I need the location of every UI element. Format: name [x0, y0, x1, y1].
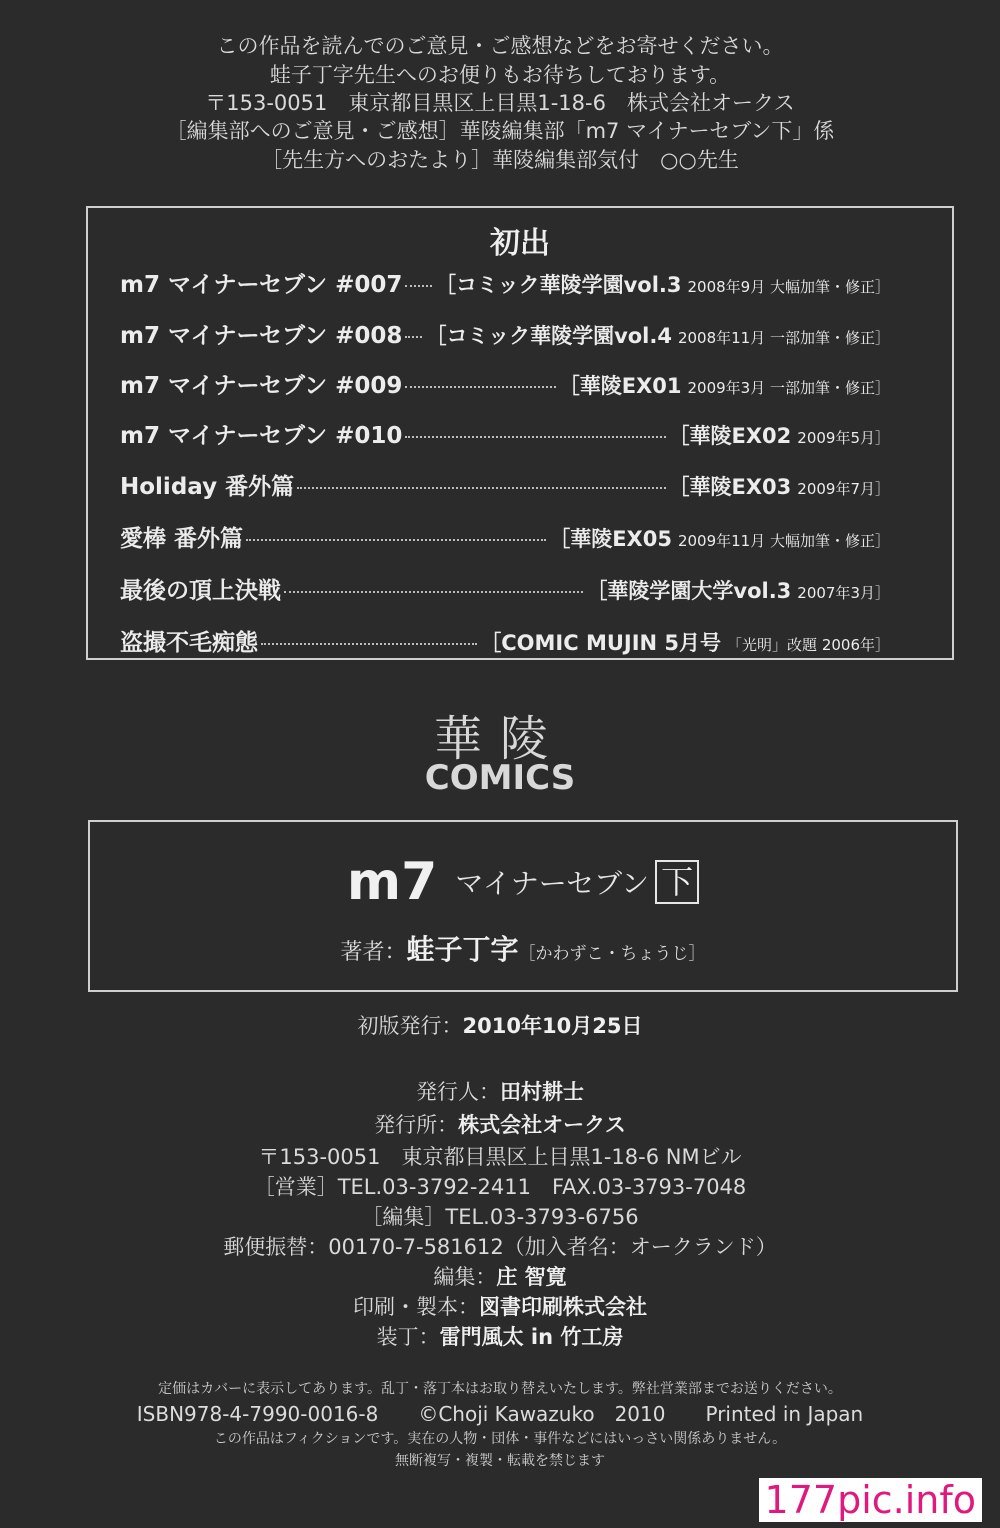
row-leader	[405, 386, 555, 388]
header-line-2: 蛙子丁字先生へのお便りもお待ちしております。	[269, 63, 731, 87]
editor-label: 編集：	[433, 1265, 497, 1289]
row-leader	[261, 643, 477, 645]
book-title	[90, 852, 956, 912]
price-notice: 定価はカバーに表示してあります。乱丁・落丁本はお取り替えいたします。弊社営業部までお送りください。	[158, 1381, 842, 1397]
row-date: 2008年9月 大幅加筆・修正］	[687, 278, 890, 296]
first-edition-label: 初版発行：	[357, 1014, 463, 1038]
printing-label: 印刷・製本：	[353, 1295, 479, 1319]
row-title: 盗撮不毛痴態	[120, 630, 258, 656]
row-source: ［コミック華陵学園vol.4	[425, 324, 672, 348]
publisher-logo-comics: COMICS	[424, 758, 576, 798]
row-title: m7 マイナーセブン #009	[120, 373, 403, 399]
row-source: ［華陵EX01	[558, 374, 682, 398]
volume-badge: 下	[655, 860, 699, 904]
author-line	[90, 928, 956, 968]
row-title: m7 マイナーセブン #007	[120, 272, 403, 298]
first-edition-date: 2010年10月25日	[462, 1014, 643, 1038]
header-line-4: ［編集部へのご意見・ご感想］華陵編集部「m7 マイナーセブン下」係	[165, 119, 835, 143]
row-leader	[297, 487, 665, 489]
editor-line	[0, 1261, 1000, 1291]
row-date: 「光明」改題 2006年］	[727, 636, 890, 654]
sales-line: ［営業］TEL.03-3792-2411 FAX.03-3793-7048	[253, 1175, 747, 1199]
printing-line	[0, 1291, 1000, 1321]
first-edition-line	[0, 1010, 1000, 1040]
copy-notice: 無断複写・複製・転載を禁じます	[395, 1453, 605, 1469]
header-line-3: 〒153-0051 東京都目黒区上目黒1-18-6 株式会社オークス	[205, 91, 795, 115]
first-appearance-row	[120, 468, 890, 501]
row-date: 2009年3月 一部加筆・修正］	[687, 379, 890, 397]
row-source: ［華陵EX05	[549, 527, 672, 551]
row-title: m7 マイナーセブン #008	[120, 323, 403, 349]
row-leader	[405, 285, 432, 287]
design-line	[0, 1321, 1000, 1351]
first-appearance-row	[120, 417, 890, 450]
row-date: 2008年11月 一部加筆・修正］	[677, 329, 890, 347]
first-appearance-box	[86, 206, 954, 660]
fiction-notice: この作品はフィクションです。実在の人物・団体・事件などにはいっさい関係ありません。	[213, 1431, 787, 1447]
design-label: 装丁：	[376, 1325, 440, 1349]
row-leader	[246, 539, 546, 541]
first-appearance-title: 初出	[490, 226, 550, 261]
row-title: 愛棒 番外篇	[120, 526, 244, 552]
first-appearance-row	[120, 367, 890, 400]
row-leader	[405, 436, 665, 438]
author-label: 著者：	[340, 940, 407, 965]
isbn-line: ISBN978-4-7990-0016-8 ©Choji Kawazuko 2010 Printed in Japan	[136, 1402, 864, 1426]
row-source: ［華陵EX03	[668, 475, 792, 499]
row-source: ［COMIC MUJIN 5月号	[480, 631, 722, 655]
row-date: 2009年7月］	[797, 480, 890, 498]
author-name: 蛙子丁字	[406, 933, 519, 966]
first-appearance-row	[120, 624, 890, 657]
row-title: 最後の頂上決戦	[120, 578, 281, 604]
editorial-line: ［編集］TEL.03-3793-6756	[361, 1205, 639, 1229]
watermark: 177pic.info	[759, 1478, 982, 1522]
header-line-1: この作品を読んでのご意見・ご感想などをお寄せください。	[216, 34, 784, 58]
row-date: 2009年11月 大幅加筆・修正］	[677, 532, 890, 550]
row-date: 2007年3月］	[797, 584, 890, 602]
printing-name: 図書印刷株式会社	[479, 1295, 647, 1319]
office-label: 発行所：	[374, 1113, 459, 1137]
row-source: ［コミック華陵学園vol.3	[435, 273, 682, 297]
postal-line: 郵便振替：00170-7-581612（加入者名：オークランド）	[223, 1235, 777, 1259]
row-source: ［華陵EX02	[668, 424, 792, 448]
book-subtitle: マイナーセブン	[455, 867, 650, 900]
row-leader	[405, 336, 422, 338]
publisher-line	[0, 1076, 1000, 1106]
book-title-main: m7	[346, 852, 438, 912]
header-line-5: ［先生方へのおたより］華陵編集部気付 ○○先生	[261, 148, 739, 172]
editor-name: 庄 智寛	[496, 1265, 567, 1289]
publisher-name: 田村耕士	[500, 1080, 584, 1104]
first-appearance-row	[120, 572, 890, 605]
first-appearance-row	[120, 317, 890, 350]
address-line: 〒153-0051 東京都目黒区上目黒1-18-6 NMビル	[258, 1145, 742, 1169]
office-name: 株式会社オークス	[458, 1113, 626, 1137]
author-kana: ［かわずこ・ちょうじ］	[518, 944, 706, 964]
first-appearance-row	[120, 520, 890, 553]
row-title: Holiday 番外篇	[120, 474, 295, 500]
book-title-box	[88, 820, 958, 992]
publisher-logo-kanji: 華陵	[433, 711, 566, 767]
row-date: 2009年5月］	[797, 429, 890, 447]
first-appearance-row	[120, 266, 890, 299]
office-line	[0, 1109, 1000, 1139]
row-title: m7 マイナーセブン #010	[120, 423, 403, 449]
publisher-label: 発行人：	[416, 1080, 500, 1104]
design-name: 雷門風太 in 竹工房	[439, 1325, 624, 1349]
row-leader	[284, 591, 583, 593]
row-source: ［華陵学園大学vol.3	[586, 579, 792, 603]
